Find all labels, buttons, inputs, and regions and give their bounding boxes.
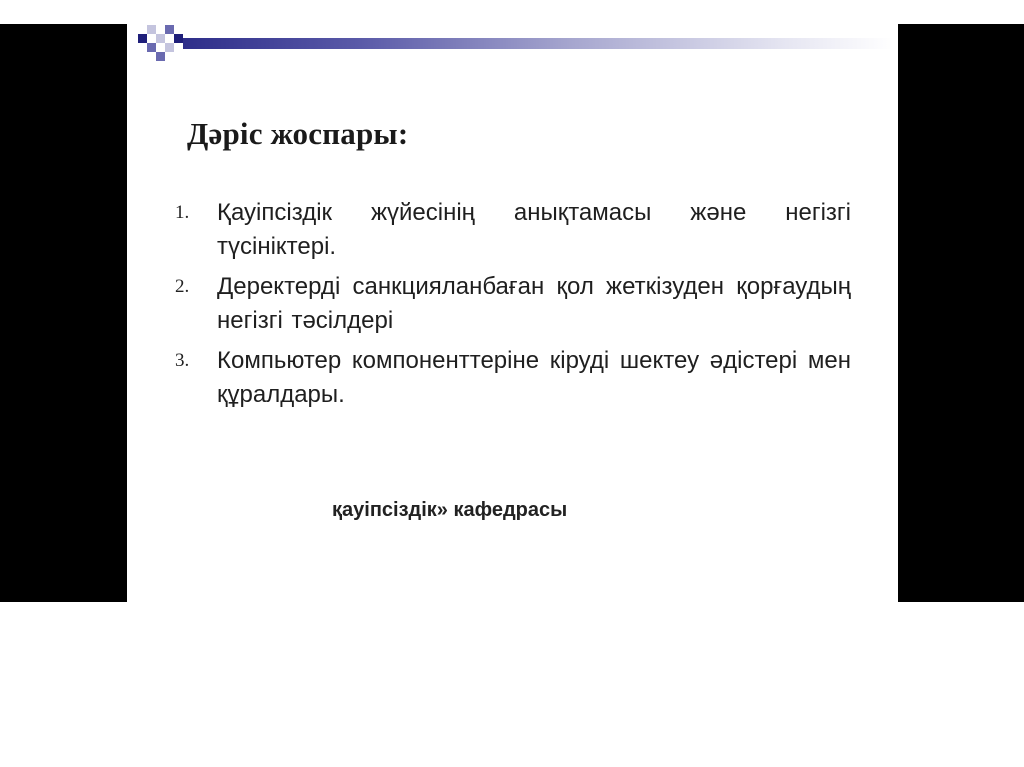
decor-square bbox=[147, 25, 156, 34]
decor-square bbox=[147, 43, 156, 52]
decor-square bbox=[138, 34, 147, 43]
item-text: Деректерді санкцияланбаған қол жеткізуден қорғаудың негізгі тәсілдері bbox=[217, 273, 851, 334]
header-gradient-bar bbox=[183, 38, 893, 49]
list-item bbox=[175, 270, 851, 338]
item-text: Қауіпсіздік жүйесінің анықтамасы және негізгі түсініктері. bbox=[217, 199, 851, 260]
item-text: Компьютер компоненттеріне кіруді шектеу әдістері мен құралдары. bbox=[217, 347, 851, 408]
department-footer: қауіпсіздік» кафедрасы bbox=[332, 499, 568, 521]
decor-square bbox=[174, 34, 183, 43]
plan-list bbox=[175, 196, 851, 418]
list-item bbox=[175, 196, 851, 264]
item-number: 1. bbox=[175, 202, 190, 223]
list-item bbox=[175, 344, 851, 412]
item-number: 3. bbox=[175, 350, 190, 371]
decor-square bbox=[165, 43, 174, 52]
slide-heading: Дәріс жоспары: bbox=[187, 116, 409, 151]
decor-square bbox=[156, 52, 165, 61]
decor-square bbox=[156, 34, 165, 43]
decor-square bbox=[165, 25, 174, 34]
slide bbox=[127, 24, 898, 602]
item-number: 2. bbox=[175, 276, 190, 297]
